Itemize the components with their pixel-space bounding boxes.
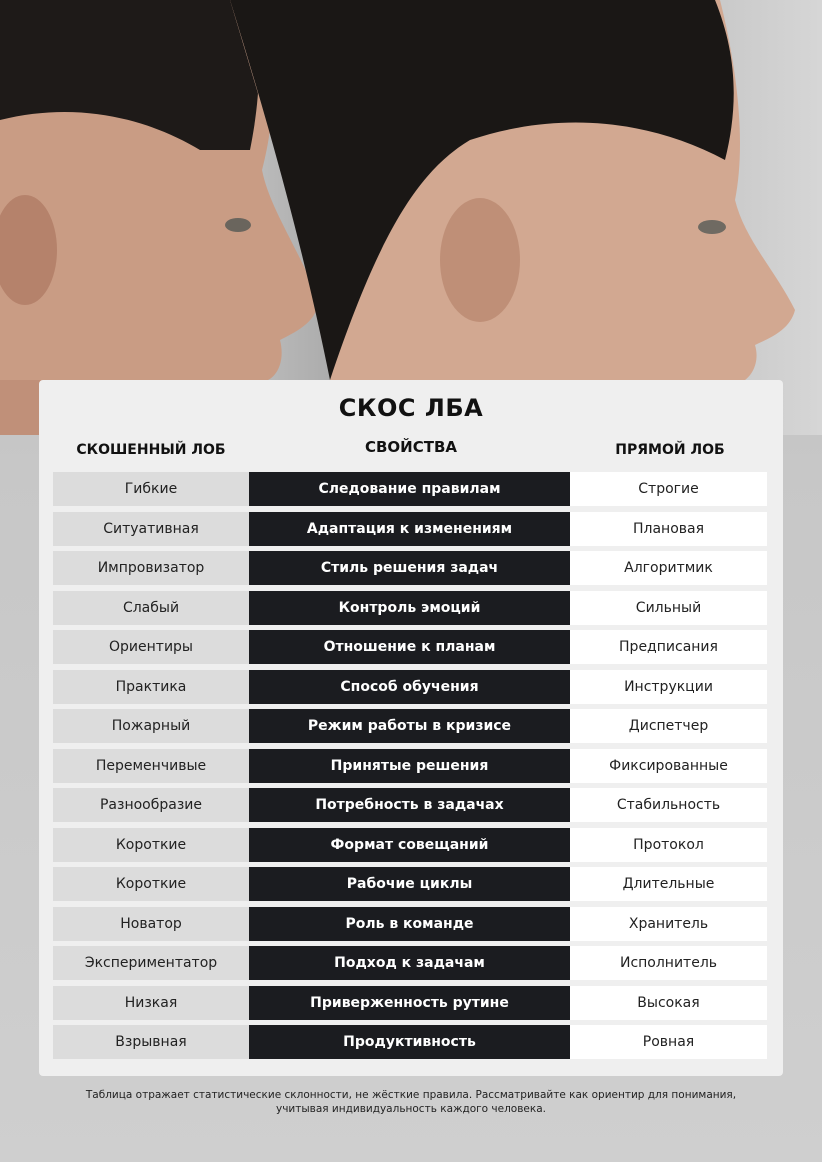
footnote-line-1: Таблица отражает статистические склонности, не жёсткие правила. Рассматривайте как ориентир для понимания, [85,1089,737,1101]
table-row [53,749,767,783]
header-photo [0,0,822,435]
table-row [53,946,767,980]
right-trait-cell: Фиксированные [570,749,767,783]
property-cell: Продуктивность [249,1025,570,1059]
left-trait-cell: Импровизатор [53,551,249,585]
table-row [53,591,767,625]
property-cell: Следование правилам [249,472,570,506]
footnote [60,1088,762,1116]
property-cell: Подход к задачам [249,946,570,980]
property-cell: Отношение к планам [249,630,570,664]
table-row [53,630,767,664]
header-properties: СВОЙСТВА [364,438,458,456]
property-cell: Способ обучения [249,670,570,704]
property-cell: Приверженность рутине [249,986,570,1020]
table-row [53,551,767,585]
table-row [53,512,767,546]
table-row [53,472,767,506]
table-row [53,1025,767,1059]
property-cell: Режим работы в кризисе [249,709,570,743]
right-trait-cell: Сильный [570,591,767,625]
right-trait-cell: Строгие [570,472,767,506]
left-trait-cell: Разнообразие [53,788,249,822]
table-row [53,828,767,862]
right-trait-cell: Исполнитель [570,946,767,980]
comparison-table [53,472,767,1065]
header-sloped-forehead: СКОШЕННЫЙ ЛОБ [76,442,226,458]
profile-portraits-image [0,0,822,435]
property-cell: Потребность в задачах [249,788,570,822]
left-trait-cell: Практика [53,670,249,704]
property-cell: Рабочие циклы [249,867,570,901]
table-row [53,709,767,743]
header-straight-forehead: ПРЯМОЙ ЛОБ [615,442,725,458]
property-cell: Формат совещаний [249,828,570,862]
table-row [53,670,767,704]
left-trait-cell: Ситуативная [53,512,249,546]
right-trait-cell: Диспетчер [570,709,767,743]
right-trait-cell: Инструкции [570,670,767,704]
left-trait-cell: Низкая [53,986,249,1020]
table-row [53,788,767,822]
page-title: СКОС ЛБА [338,394,484,422]
property-cell: Адаптация к изменениям [249,512,570,546]
table-row [53,867,767,901]
right-trait-cell: Плановая [570,512,767,546]
property-cell: Контроль эмоций [249,591,570,625]
right-trait-cell: Стабильность [570,788,767,822]
right-trait-cell: Предписания [570,630,767,664]
left-trait-cell: Пожарный [53,709,249,743]
right-trait-cell: Алгоритмик [570,551,767,585]
right-trait-cell: Ровная [570,1025,767,1059]
left-trait-cell: Слабый [53,591,249,625]
right-trait-cell: Высокая [570,986,767,1020]
left-trait-cell: Переменчивые [53,749,249,783]
property-cell: Стиль решения задач [249,551,570,585]
left-trait-cell: Ориентиры [53,630,249,664]
property-cell: Роль в команде [249,907,570,941]
left-trait-cell: Взрывная [53,1025,249,1059]
left-trait-cell: Короткие [53,828,249,862]
right-trait-cell: Хранитель [570,907,767,941]
table-row [53,986,767,1020]
left-trait-cell: Гибкие [53,472,249,506]
left-trait-cell: Экспериментатор [53,946,249,980]
left-trait-cell: Новатор [53,907,249,941]
left-trait-cell: Короткие [53,867,249,901]
right-trait-cell: Протокол [570,828,767,862]
property-cell: Принятые решения [249,749,570,783]
footnote-line-2: учитывая индивидуальность каждого человека. [276,1103,546,1115]
right-trait-cell: Длительные [570,867,767,901]
table-row [53,907,767,941]
comparison-card [39,380,783,1076]
